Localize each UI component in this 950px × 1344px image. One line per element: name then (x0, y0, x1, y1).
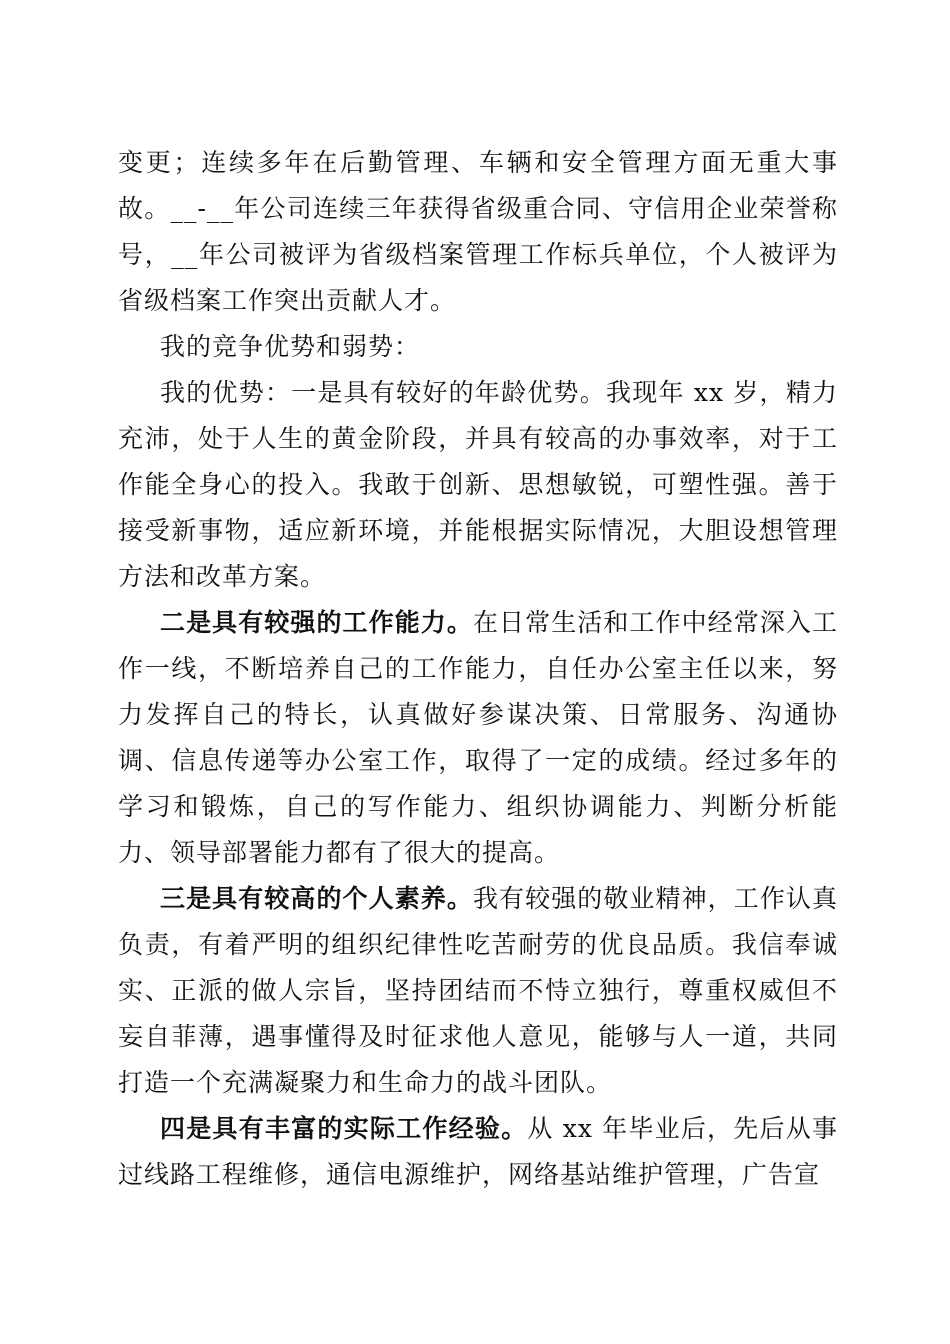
paragraph-text: 从 xx 年毕业后，先后从事过线路工程维修，通信电源维护，网络基站维护管理，广告宣 (118, 1114, 838, 1189)
paragraph-lead: 二是具有较强的工作能力。 (160, 608, 473, 637)
paragraph-text: 在日常生活和工作中经常深入工作一线，不断培养自己的工作能力，自任办公室主任以来，努力发挥自己的特长，认真做好参谋决策、日常服务、沟通协调、信息传递等办公室工作，取得了一定的成绩。经过多年的学习和锻炼，自己的写作能力、组织协调能力、判断分析能力、领导部署能力都有了很大的提高。 (118, 608, 838, 867)
paragraph-achievements (118, 140, 838, 324)
paragraph-advantage-ability (118, 600, 838, 876)
document-body (118, 140, 838, 1198)
paragraph-advantage-age (118, 370, 838, 600)
paragraph-heading-strengths-weaknesses (118, 324, 838, 370)
paragraph-text: 我有较强的敬业精神，工作认真负责，有着严明的组织纪律性吃苦耐劳的优良品质。我信奉诚实、正派的做人宗旨，坚持团结而不恃立独行，尊重权威但不妄自菲薄，遇事懂得及时征求他人意见，能够与人一道，共同打造一个充满凝聚力和生命力的战斗团队。 (118, 884, 838, 1097)
paragraph-advantage-experience (118, 1106, 838, 1198)
paragraph-text: 我的优势：一是具有较好的年龄优势。我现年 xx 岁，精力充沛，处于人生的黄金阶段，并具有较高的办事效率，对于工作能全身心的投入。我敢于创新、思想敏锐，可塑性强。善于接受新事物，适应新环境，并能根据实际情况，大胆设想管理方法和改革方案。 (118, 378, 838, 591)
paragraph-lead: 四是具有丰富的实际工作经验。 (160, 1114, 528, 1143)
paragraph-text: 变更；连续多年在后勤管理、车辆和安全管理方面无重大事故。__-__年公司连续三年获得省级重合同、守信用企业荣誉称号，__年公司被评为省级档案管理工作标兵单位，个人被评为省级档案工作突出贡献人才。 (118, 148, 838, 315)
paragraph-lead: 三是具有较高的个人素养。 (160, 884, 473, 913)
paragraph-advantage-quality (118, 876, 838, 1106)
paragraph-text: 我的竞争优势和弱势： (160, 332, 421, 361)
